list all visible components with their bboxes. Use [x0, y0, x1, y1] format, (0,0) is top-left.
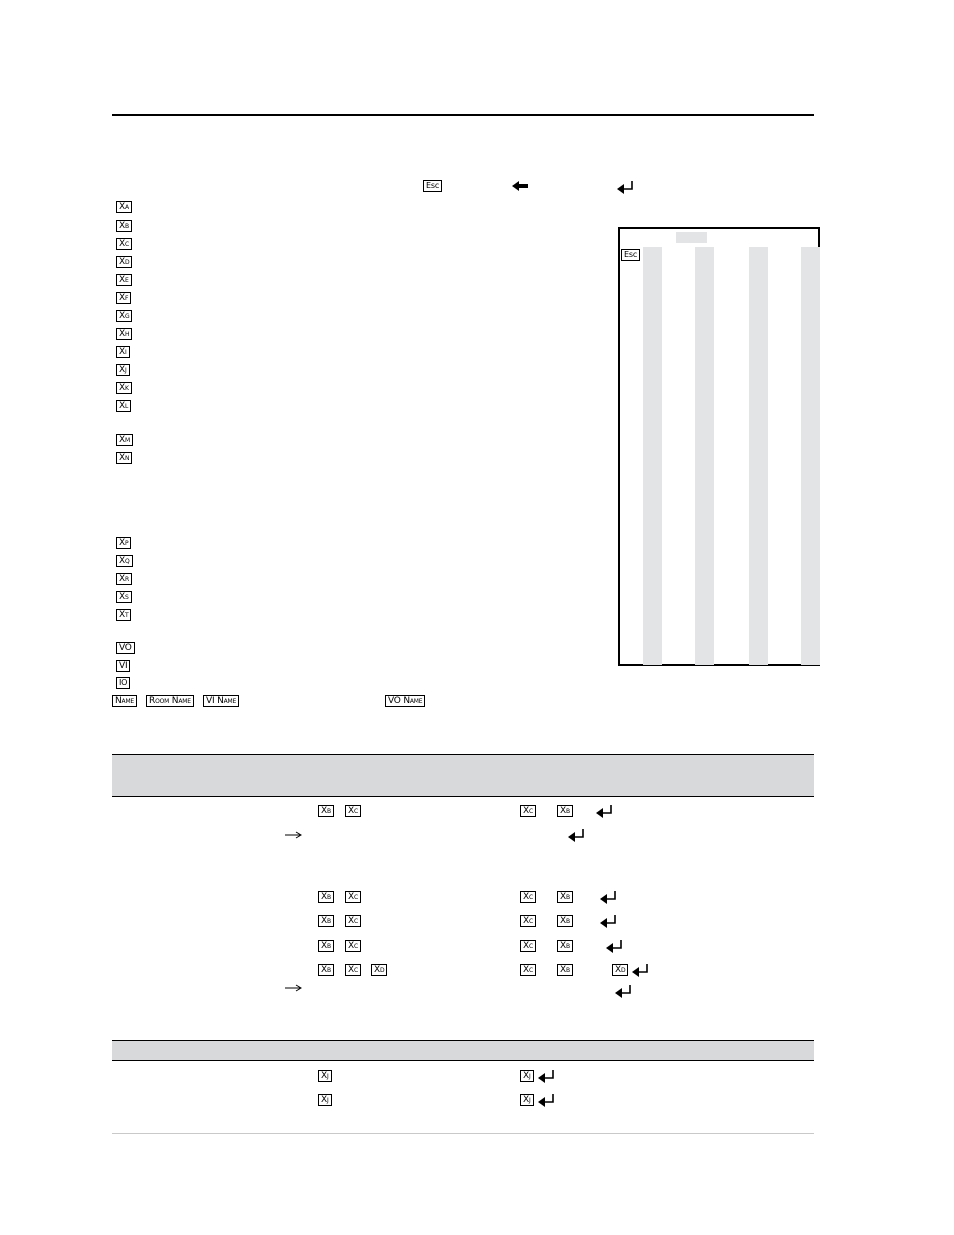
- key-xc-sub: C: [528, 894, 533, 901]
- room-name-key-sub2: AME: [178, 698, 191, 705]
- key-xb: [318, 964, 334, 976]
- key-symbol-xr: [116, 573, 132, 585]
- key-xd-sub: D: [379, 967, 385, 974]
- key-symbol-sub: Q: [124, 558, 130, 565]
- key-symbol-sub: J: [124, 367, 127, 374]
- key-symbol-sub: T: [124, 612, 129, 619]
- name-key-symbol: [112, 695, 137, 707]
- room-name-key-main1: R: [149, 696, 156, 706]
- key-xb-main: X: [560, 941, 566, 951]
- key-symbol-xs: [116, 591, 132, 603]
- key-xc-main: X: [348, 892, 354, 902]
- key-xj: [520, 1094, 534, 1106]
- key-xc-main: X: [523, 916, 529, 926]
- key-xc: [345, 964, 361, 976]
- top-rule: [112, 114, 814, 116]
- key-xb-main: X: [560, 916, 566, 926]
- key-symbol-sub: D: [124, 259, 130, 266]
- key-symbol-main: X: [119, 329, 125, 339]
- key-xj-sub: J: [528, 1097, 531, 1104]
- key-xc-sub: C: [528, 918, 533, 925]
- left-arrow-icon: [512, 181, 530, 191]
- key-symbol-xl: [116, 400, 131, 412]
- key-symbol-xt: [116, 609, 131, 621]
- key-symbol-xc: [116, 238, 132, 250]
- vi-name-key-sub: AME: [223, 698, 237, 705]
- name-key-sub: AME: [121, 698, 135, 705]
- room-name-key-main2: N: [171, 696, 179, 706]
- key-symbol-sub: N: [124, 455, 130, 462]
- key-symbol-sub: C: [124, 241, 129, 248]
- key-xb: [557, 805, 573, 817]
- key-xc-sub: C: [353, 808, 358, 815]
- key-symbol-main: X: [119, 347, 125, 357]
- right-arrow-icon: [285, 830, 303, 840]
- key-xc: [520, 805, 536, 817]
- key-symbol-xn: [116, 452, 132, 464]
- key-xb-sub: B: [326, 967, 331, 974]
- key-xb-main: X: [321, 965, 327, 975]
- panel-column-1: [643, 247, 662, 665]
- key-xc-main: X: [348, 916, 354, 926]
- panel-escape-key-text: Esc: [624, 250, 638, 259]
- key-symbol-xi: [116, 346, 130, 358]
- key-xc-sub: C: [353, 943, 358, 950]
- key-xb-sub: B: [565, 894, 570, 901]
- key-xj-sub: J: [326, 1073, 329, 1080]
- key-symbol-main: X: [119, 401, 125, 411]
- key-symbol-sub: L: [124, 403, 129, 410]
- key-symbol-xa: [116, 201, 132, 213]
- enter-key-icon: [617, 180, 635, 194]
- enter-key-icon: [596, 804, 614, 818]
- key-xc: [345, 891, 361, 903]
- key-symbol-main: X: [119, 556, 125, 566]
- key-symbol-main: X: [119, 239, 125, 249]
- enter-key-icon: [538, 1069, 556, 1083]
- key-xb-main: X: [321, 892, 327, 902]
- key-xj: [318, 1070, 332, 1082]
- key-xb: [557, 964, 573, 976]
- key-xc: [520, 940, 536, 952]
- key-xc: [345, 915, 361, 927]
- key-xb-sub: B: [326, 894, 331, 901]
- key-xd-sub: D: [620, 967, 626, 974]
- key-xb-main: X: [321, 941, 327, 951]
- key-xb-sub: B: [565, 918, 570, 925]
- key-xb: [557, 891, 573, 903]
- key-symbol-main: X: [119, 202, 125, 212]
- key-xd-main: X: [615, 965, 621, 975]
- key-xc-main: X: [348, 806, 354, 816]
- key-symbol-main: X: [119, 221, 125, 231]
- vi-name-key-main: VI N: [206, 696, 224, 706]
- key-xb-sub: B: [565, 967, 570, 974]
- key-xj-sub: J: [528, 1073, 531, 1080]
- escape-key-symbol: [423, 180, 442, 192]
- name-key-main: N: [115, 696, 122, 706]
- enter-key-icon: [600, 914, 618, 928]
- panel-header-tab: [676, 232, 707, 243]
- key-xc: [345, 940, 361, 952]
- key-symbol-xm: [116, 434, 133, 446]
- key-xj-sub: J: [326, 1097, 329, 1104]
- key-xb-sub: B: [326, 943, 331, 950]
- key-symbol-sub: M: [124, 437, 130, 444]
- vi-key-text: VI: [119, 661, 128, 671]
- key-xc-sub: C: [353, 967, 358, 974]
- io-key-text: IO: [119, 678, 128, 687]
- key-xc: [520, 964, 536, 976]
- bottom-rule: [112, 1133, 814, 1134]
- key-xc-sub: C: [353, 918, 358, 925]
- key-symbol-sub: E: [124, 277, 129, 284]
- key-symbol-xb: [116, 220, 132, 232]
- vi-name-key-symbol: [203, 695, 239, 707]
- enter-key-icon: [615, 984, 633, 998]
- key-xc: [345, 805, 361, 817]
- key-xb-sub: B: [565, 943, 570, 950]
- key-symbol-sub: I: [124, 349, 127, 356]
- enter-key-icon: [606, 939, 624, 953]
- key-symbol-sub: A: [124, 204, 129, 211]
- key-symbol-sub: K: [124, 385, 129, 392]
- key-symbol-xp: [116, 537, 131, 549]
- key-xc-main: X: [523, 941, 529, 951]
- key-symbol-main: X: [119, 610, 125, 620]
- key-xd: [612, 964, 628, 976]
- table-section-band: [112, 1040, 814, 1061]
- escape-key-text: Esc: [426, 181, 440, 190]
- key-symbol-main: X: [119, 453, 125, 463]
- vo-name-key-symbol: [385, 695, 425, 707]
- key-symbol-xf: [116, 292, 131, 304]
- key-symbol-xq: [116, 555, 133, 567]
- io-key-symbol: [116, 677, 130, 689]
- key-xb: [318, 940, 334, 952]
- key-xc-sub: C: [528, 808, 533, 815]
- key-symbol-sub: R: [124, 576, 129, 583]
- key-xc: [520, 891, 536, 903]
- key-symbol-main: X: [119, 592, 125, 602]
- key-xc-main: X: [523, 806, 529, 816]
- panel-column-2: [695, 247, 714, 665]
- key-symbol-sub: S: [124, 594, 129, 601]
- panel-column-4: [801, 247, 820, 665]
- vi-key-symbol: [116, 660, 130, 672]
- vo-name-key-sub: AME: [409, 698, 423, 705]
- key-xj: [318, 1094, 332, 1106]
- key-symbol-xh: [116, 328, 132, 340]
- key-symbol-xd: [116, 256, 132, 268]
- key-xb-main: X: [321, 806, 327, 816]
- key-xb: [557, 915, 573, 927]
- key-xc-main: X: [348, 941, 354, 951]
- key-symbol-main: X: [119, 311, 125, 321]
- key-symbol-main: X: [119, 365, 125, 375]
- table-header-band: [112, 754, 814, 797]
- room-name-key-symbol: [146, 695, 194, 707]
- key-xb-sub: B: [326, 918, 331, 925]
- key-symbol-xe: [116, 274, 132, 286]
- room-name-key-sub1: OOM: [155, 698, 170, 705]
- key-symbol-sub: G: [124, 313, 130, 320]
- panel-escape-key-symbol: [621, 249, 640, 261]
- key-symbol-xj: [116, 364, 130, 376]
- key-xb: [318, 805, 334, 817]
- key-xj-main: X: [523, 1095, 529, 1105]
- key-xc-sub: C: [528, 967, 533, 974]
- key-xb-main: X: [560, 892, 566, 902]
- key-xd: [371, 964, 387, 976]
- key-symbol-xk: [116, 382, 132, 394]
- key-xc-main: X: [348, 965, 354, 975]
- key-symbol-main: X: [119, 574, 125, 584]
- key-xb-main: X: [560, 965, 566, 975]
- enter-key-icon: [600, 890, 618, 904]
- key-xb-sub: B: [326, 808, 331, 815]
- key-xb-sub: B: [565, 808, 570, 815]
- key-symbol-sub: H: [124, 331, 130, 338]
- key-symbol-sub: B: [124, 223, 129, 230]
- key-xj-main: X: [523, 1071, 529, 1081]
- key-symbol-main: X: [119, 257, 125, 267]
- vo-key-text: VO: [119, 643, 132, 653]
- key-xb: [318, 915, 334, 927]
- right-arrow-icon: [285, 983, 303, 993]
- enter-key-icon: [632, 963, 650, 977]
- key-symbol-sub: F: [124, 295, 129, 302]
- key-xc-main: X: [523, 965, 529, 975]
- key-xc: [520, 915, 536, 927]
- key-symbol-main: X: [119, 435, 125, 445]
- key-xc-main: X: [523, 892, 529, 902]
- key-symbol-main: X: [119, 293, 125, 303]
- vo-name-key-main: VO N: [388, 696, 410, 706]
- key-symbol-main: X: [119, 383, 125, 393]
- key-symbol-xg: [116, 310, 132, 322]
- key-xb: [557, 940, 573, 952]
- key-xd-main: X: [374, 965, 380, 975]
- key-xc-sub: C: [353, 894, 358, 901]
- key-xj-main: X: [321, 1095, 327, 1105]
- vo-key-symbol: [116, 642, 135, 654]
- enter-key-icon: [538, 1093, 556, 1107]
- enter-key-icon: [568, 828, 586, 842]
- key-symbol-main: X: [119, 538, 125, 548]
- key-xj-main: X: [321, 1071, 327, 1081]
- key-symbol-sub: P: [124, 540, 129, 547]
- key-symbol-main: X: [119, 275, 125, 285]
- key-xj: [520, 1070, 534, 1082]
- key-xb-main: X: [321, 916, 327, 926]
- key-xc-sub: C: [528, 943, 533, 950]
- panel-column-3: [749, 247, 768, 665]
- key-xb: [318, 891, 334, 903]
- key-xb-main: X: [560, 806, 566, 816]
